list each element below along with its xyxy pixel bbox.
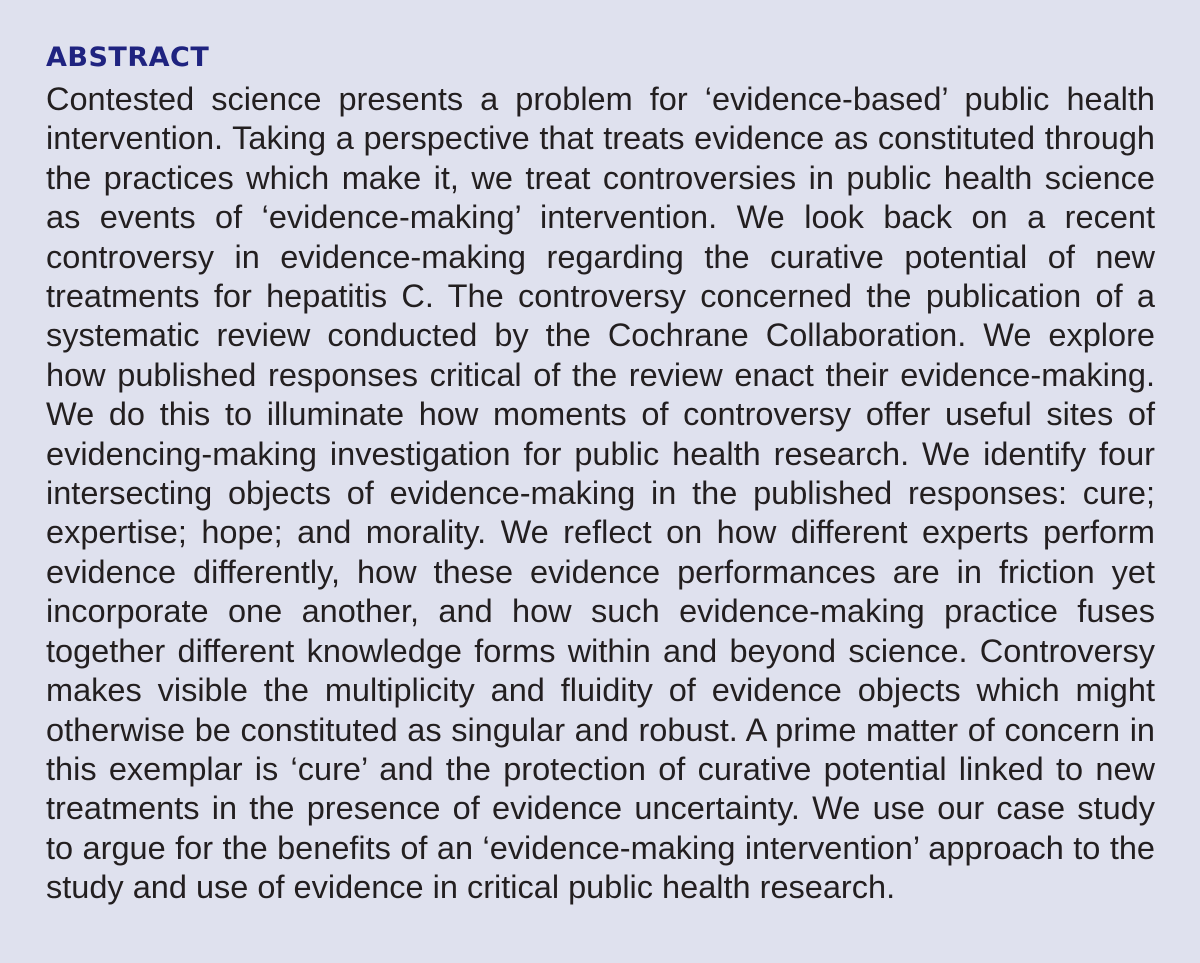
abstract-text: Contested science presents a problem for ‘evidence-based’ public health intervention. Taking a perspective that treats evidence as constituted through the practices which make it, we treat controversies in public health science as events of ‘evidence-making’ intervention. We look back on a recent controversy in evidence-making regarding the curative potential of new treatments for hepatitis C. The controversy concerned the publication of a systematic review conducted by the Cochrane Collaboration. We explore how published responses critical of the review enact their evidence-making. We do this to illuminate how moments of controversy offer useful sites of evidencing-making investigation for public health research. We identify four intersecting objects of evidence-making in the published responses: cure; expertise; hope; and morality. We reflect on how different experts perform evidence differently, how these evidence performances are in friction yet incorporate one another, and how such evidence-making practice fuses together different knowledge forms within and beyond science. Controversy makes visible the multiplicity and fluidity of evidence objects which might otherwise be constituted as singular and robust. A prime matter of concern in this exemplar is ‘cure’ and the protection of curative potential linked to new treatments in the presence of evidence uncertainty. We use our case study to argue for the benefits of an ‘evidence-making intervention’ approach to the study and use of evidence in critical public health research.	[46, 81, 1155, 906]
abstract-heading: ABSTRACT	[46, 42, 210, 73]
